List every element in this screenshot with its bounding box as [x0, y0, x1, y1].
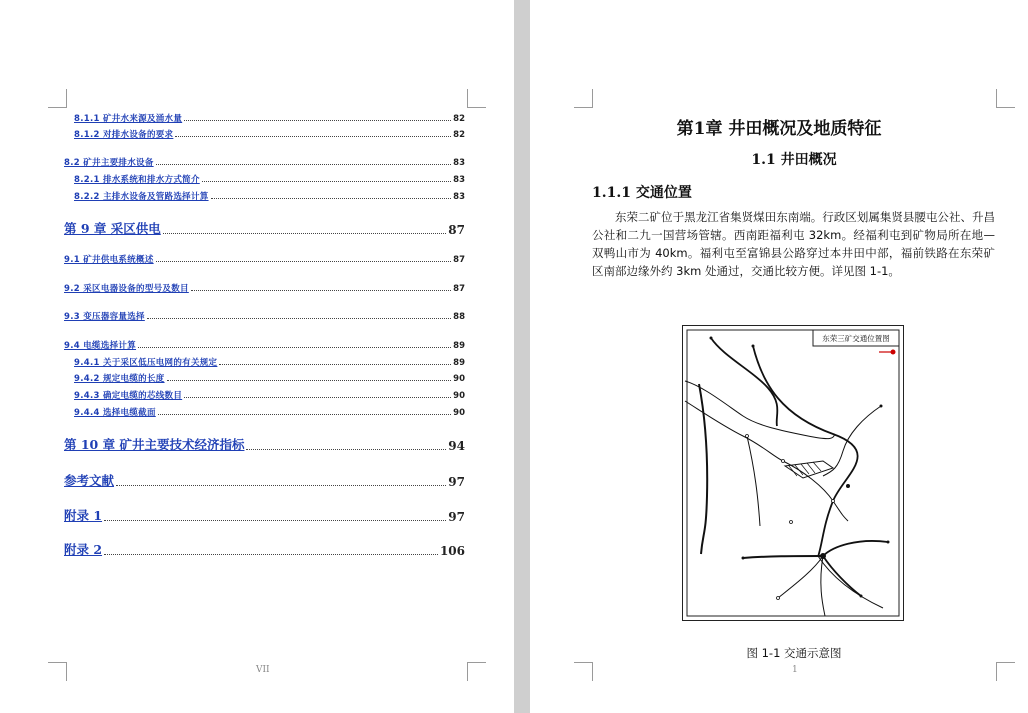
chapter-content	[530, 0, 1028, 713]
subsection-title: 1.1.1 交通位置	[592, 185, 692, 201]
page-gutter	[514, 0, 530, 713]
north-arrow-icon	[879, 350, 896, 355]
crop-mark	[48, 89, 67, 108]
toc-entry[interactable]: 8.2.2 主排水设备及管路选择计算 83	[74, 192, 465, 202]
toc-entry[interactable]: 9.3 变压器容量选择 88	[64, 312, 465, 322]
toc-entry-chapter[interactable]: 参考文献 97	[64, 473, 465, 489]
toc-entry-chapter[interactable]: 第 9 章 采区供电 87	[64, 221, 465, 237]
toc-entry[interactable]: 8.1.1 矿井水来源及涌水量 82	[74, 114, 465, 124]
chapter-title: 第1章 井田概况及地质特征	[676, 119, 882, 139]
toc-entry-chapter[interactable]: 第 10 章 矿井主要技术经济指标 94	[64, 437, 465, 453]
toc-entry[interactable]: 9.4.2 规定电缆的长度 90	[74, 374, 465, 384]
toc-entry[interactable]: 8.1.2 对排水设备的要求 82	[74, 130, 465, 140]
toc-entry[interactable]: 8.2 矿井主要排水设备 83	[64, 158, 465, 168]
toc-entry[interactable]: 9.1 矿井供电系统概述 87	[64, 255, 465, 265]
toc-entry[interactable]: 9.2 采区电器设备的型号及数目 87	[64, 284, 465, 294]
figure-caption: 图 1-1 交通示意图	[746, 646, 842, 660]
crop-mark	[467, 662, 486, 681]
body-paragraph: 东荣二矿位于黑龙江省集贤煤田东南端。行政区划属集贤县腰屯公社、升昌公社和二九一国营场管辖。西南距福利屯 32km。经福利屯到矿物局所在地—双鸭山市为 40km。福利屯至富锦县公路穿过本井田中部，福前铁路在东荣矿区南部边缘外约 3km 处通过，交通比较方便。详见图 1-1。	[592, 210, 995, 278]
section-title: 1.1 井田概况	[751, 152, 837, 168]
toc-entry[interactable]: 9.4.3 确定电缆的芯线数目 90	[74, 391, 465, 401]
map-legend-title: 东荣三矿交通位置图	[822, 334, 890, 343]
toc-entry[interactable]: 9.4 电缆选择计算 89	[64, 341, 465, 351]
toc-entry-chapter[interactable]: 附录 1 97	[64, 508, 465, 524]
toc-entry-chapter[interactable]: 附录 2 106	[64, 542, 465, 558]
crop-mark	[48, 662, 67, 681]
traffic-map-figure	[682, 325, 904, 621]
page-number: VII	[256, 665, 270, 675]
crop-mark	[467, 89, 486, 108]
toc-entry[interactable]: 9.4.1 关于采区低压电网的有关规定 89	[74, 358, 465, 368]
traffic-map	[683, 326, 903, 620]
toc-entry[interactable]: 8.2.1 排水系统和排水方式简介 83	[74, 175, 465, 185]
toc-entry[interactable]: 9.4.4 选择电缆截面 90	[74, 408, 465, 418]
page-number: 1	[792, 665, 798, 675]
